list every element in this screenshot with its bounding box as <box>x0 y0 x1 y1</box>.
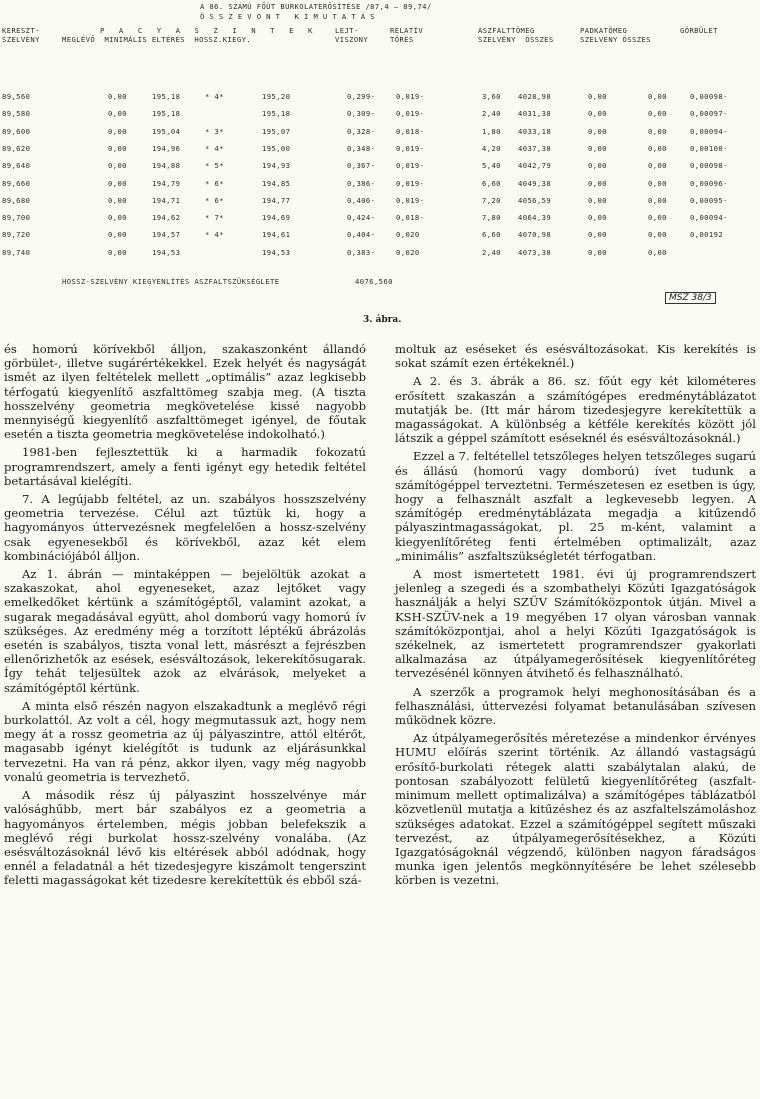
header-padkatomeg: PADKATÖMEG SZELVÉNY ÖSSZES <box>580 26 651 44</box>
table-cell: 0,00 <box>108 213 127 223</box>
table-cell: * 6* <box>205 195 224 205</box>
header-palyaszintek: P A C Y A S Z I N T E K <box>100 26 313 35</box>
table-cell: 0,00 <box>108 161 127 171</box>
table-cell: * 3* <box>205 126 224 136</box>
table-cell: 0,00 <box>588 195 607 205</box>
table-cell: 4028,98 <box>518 92 552 101</box>
table-cell: 89,620 <box>2 143 31 153</box>
table-cell: 3,60 <box>482 92 501 101</box>
table-cell: 0,00 <box>108 247 127 257</box>
paragraph: 1981-ben fejlesztettük ki a harmadik fokozatú programrendszert, amely a fenti igényt egy hetedik feltétel betartásával kielégíti. <box>4 445 366 488</box>
table-cell: 89,740 <box>2 247 31 257</box>
table-cell: 0,00 <box>648 178 667 188</box>
table-cell: 0,019- <box>396 161 425 171</box>
table-cell: 4070,98 <box>518 230 552 240</box>
table-cell: 194,53 <box>152 247 181 257</box>
table-cell: 6,60 <box>482 178 501 188</box>
table-cell: 4,20 <box>482 143 501 153</box>
table-title: A 86. SZÁMÚ FŐÚT BURKOLATERŐSÍTÉSE /87,4 – 89,74/ <box>200 2 432 11</box>
table-cell: 0,00192 <box>690 230 724 240</box>
table-cell: 0,424- <box>347 213 376 223</box>
table-cell: 0,309- <box>347 109 376 119</box>
table-cell: 0,019- <box>396 109 425 119</box>
table-cell: 89,580 <box>2 109 31 119</box>
table-cell: 89,600 <box>2 126 31 136</box>
table-cell: 89,660 <box>2 178 31 188</box>
header-aszfalttomeg: ASZFALTTÖMEG SZELVÉNY ÖSSZES <box>478 26 554 44</box>
table-cell: 194,93 <box>262 161 291 171</box>
table-cell: 0,00 <box>108 230 127 240</box>
table-cell: 6,60 <box>482 230 501 240</box>
table-subtitle: Ö S S Z E V O N T K I M U T A T Á S <box>200 12 375 21</box>
table-cell: 194,77 <box>262 195 291 205</box>
table-cell: 0,404- <box>347 230 376 240</box>
table-cell: 4056,59 <box>518 195 552 205</box>
table-cell: * 7* <box>205 213 224 223</box>
table-cell: 195,18 <box>262 109 291 119</box>
paragraph: moltuk az eséseket és esésváltozásokat. Kis kerekítés is sokat számít ezen értékeknél.) <box>395 342 756 371</box>
table-cell: 2,40 <box>482 109 501 119</box>
table-cell: 4031,38 <box>518 109 552 119</box>
table-cell: * 5* <box>205 161 224 171</box>
table-cell: 0,00 <box>588 109 607 119</box>
table-cell: 89,700 <box>2 213 31 223</box>
table-cell: 194,53 <box>262 247 291 257</box>
table-cell: 194,79 <box>152 178 181 188</box>
table-cell: 0,00094- <box>690 213 728 223</box>
table-cell: 0,299- <box>347 92 376 101</box>
header-keresztszelveny: KERESZT- SZELVÉNY <box>2 26 40 44</box>
table-cell: 0,00 <box>588 143 607 153</box>
table-cell: 194,57 <box>152 230 181 240</box>
table-cell: 0,367- <box>347 161 376 171</box>
table-cell: 0,00 <box>588 178 607 188</box>
table-cell: 0,00 <box>588 230 607 240</box>
stamp-code: MSZ 38/3 <box>665 292 716 304</box>
table-cell: 195,20 <box>262 92 291 101</box>
paragraph: Az útpályamegerősítés méretezése a mindenkor érvényes HUMU előírás szerint történik. Az állandó vastagságú erősítő-burkolati rétegek alatti szabálytalan alakú, de pontosan szabályozott felületű kiegyenlítőréteg (aszfalt-minimum mellett optimalizálva) a számítógépes táblázatból közvetlenül mutatja a kitűzéshez és az aszfaltelszámoláshoz szükséges adatokat. Ezzel a számítógéppel segített műszaki tervezést, az útpályamegerősítésekhez, a Közúti Igazgatóságoknál végzendő, különben nagyon fáradságos munka igen jelentős megkönnyítésére be lehet szélesebb körben is vezetni. <box>395 731 756 888</box>
table-cell: 194,88 <box>152 161 181 171</box>
table-cell: 195,00 <box>262 143 291 153</box>
table-cell: 0,00 <box>108 109 127 119</box>
table-cell: 194,62 <box>152 213 181 223</box>
table-cell: 0,00 <box>648 247 667 257</box>
header-palyaszint-cols: MEGLÉVŐ MINIMÁLIS ELTÉRÉS HOSSZ.KIEGY. <box>62 35 252 44</box>
table-cell: 0,00 <box>588 213 607 223</box>
table-cell: 0,00 <box>588 92 607 101</box>
table-cell: 0,383- <box>347 247 376 257</box>
table-cell: 194,71 <box>152 195 181 205</box>
table-cell: 0,00 <box>648 230 667 240</box>
table-footer-label: HOSSZ-SZELVÉNY KIEGYENLÍTÉS ASZFALTSZÜKSÉGLETE <box>62 277 280 286</box>
table-cell: * 6* <box>205 178 224 188</box>
paragraph: Ezzel a 7. feltétellel tetszőleges helyen tetszőleges sugarú és állású (homorú vagy domború) ívet tudunk a számítógéppel terveztetni. Természetesen ez esetben is úgy, hogy a felhasznált aszfalt a legkevesebb legyen. A számítógép eredménytáblázata megadja a kitűzendő pályaszintmagasságokat, pl. 25 m-ként, valamint a kiegyenlítőréteg fenti értelmében optimalizált, azaz „minimális” aszfaltszükségletét térfogatban. <box>395 449 756 563</box>
table-cell: 0,00 <box>108 92 127 101</box>
table-cell: 4064,39 <box>518 213 552 223</box>
table-cell: 0,00096- <box>690 178 728 188</box>
table-cell: 0,00 <box>648 92 667 101</box>
table-cell: 0,00095- <box>690 195 728 205</box>
table-cell: 0,019- <box>396 143 425 153</box>
paragraph: A minta első részén nagyon elszakadtunk a meglévő régi burkolattól. Az volt a cél, hogy megmutassuk azt, hogy nem megy át a rossz geometria az új pályaszintre, attól eltérőt, magasabb igényt kielégítőt is tudunk az eljárásunkkal tervezetni. Ha van rá pénz, akkor ilyen, vagy még nagyobb vonalú geometria is tervezhető. <box>4 698 366 784</box>
right-text-column <box>395 342 756 892</box>
paragraph: A második rész új pályaszint hosszelvénye már valósághűbb, mert bár szabályos ez a geometria a hagyományos értelemben, mégis jobban belefekszik a meglévő régi burkolat hossz-szelvény vonalába. (Az esésváltozásoknál lévő kis eltérések abból adódnak, hogy ennél a feladatnál a hét tizedesjegyre kiszámolt tengerszint feletti magasságokat két tizedesre kerekítettük és ebből szá- <box>4 788 366 888</box>
table-cell: 0,00 <box>648 126 667 136</box>
table-cell: 194,69 <box>262 213 291 223</box>
table-cell: 0,018- <box>396 126 425 136</box>
table-cell: 194,61 <box>262 230 291 240</box>
table-cell: 0,00 <box>648 161 667 171</box>
header-lejtviszony: LEJT- VISZONY <box>335 26 369 44</box>
table-cell: 0,020 <box>396 247 420 257</box>
table-cell: 0,019- <box>396 178 425 188</box>
table-cell: 4033,18 <box>518 126 552 136</box>
table-cell: 4037,38 <box>518 143 552 153</box>
table-cell: 7,20 <box>482 195 501 205</box>
table-cell: 0,386- <box>347 178 376 188</box>
table-cell: 0,00 <box>588 247 607 257</box>
table-cell: 194,85 <box>262 178 291 188</box>
table-cell: 0,00 <box>108 143 127 153</box>
table-cell: 1,80 <box>482 126 501 136</box>
table-cell: 0,00098- <box>690 161 728 171</box>
table-cell: 0,020 <box>396 230 420 240</box>
table-cell: 89,640 <box>2 161 31 171</box>
table-cell: 4073,38 <box>518 247 552 257</box>
table-cell: 0,00 <box>588 161 607 171</box>
table-cell: 5,40 <box>482 161 501 171</box>
left-text-column <box>4 342 366 892</box>
table-cell: 4049,38 <box>518 178 552 188</box>
table-cell: 195,04 <box>152 126 181 136</box>
table-cell: 195,18 <box>152 109 181 119</box>
paragraph: A 2. és 3. ábrák a 86. sz. főút egy két kilométeres erősített szakaszán a számítógépes eredménytáblázatot mutatják be. (Itt már három tizedesjegyre kerekítettük a magasságokat. A különbség a kétféle kerekítés között jól látszik a géppel számított eséseknél és esésváltozásoknál.) <box>395 374 756 446</box>
table-cell: 2,40 <box>482 247 501 257</box>
header-gorbulet: GÖRBÜLET <box>680 26 718 35</box>
table-cell: 0,019- <box>396 195 425 205</box>
table-cell: 0,018- <box>396 213 425 223</box>
paragraph: A most ismertetett 1981. évi új programrendszert jelenleg a szegedi és a szombathelyi Közúti Igazgatóságok használják a helyi SZÜV Számítóközpontok útján. Mivel a KSH-SZÜV-nek a 19 megyében 17 olyan városban vannak számítóközpontjai, ahol a helyi Közúti Igazgatóságok is székelnek, az ismertetett programrendszer gyakorlati alkalmazása az útpályamegerősítések kiegyenlítőréteg tervezésénél könnyen átvihető és felhasználható. <box>395 567 756 681</box>
table-cell: 0,00 <box>648 213 667 223</box>
paragraph: Az 1. ábrán — mintaképpen — bejelöltük azokat a szakaszokat, ahol egyeneseket, azaz lejtőket vagy emelkedőket kértünk a számítógéptől, valamint azokat, a sugarak megadásával együtt, ahol domború vagy homorú ív szükséges. Az eredmény még a torzított léptékű ábrázolás esetén is szabályos, tiszta vonal lett, másrészt a fejrészben ellenőrizhetők az esések, esésváltozások, lekerekítősugarak. Így tehát teljesültek azok az elvárások, melyeket a számítógéptől kértünk. <box>4 567 366 695</box>
table-cell: 195,07 <box>262 126 291 136</box>
figure-caption: 3. ábra. <box>363 315 402 325</box>
table-cell: 89,720 <box>2 230 31 240</box>
table-cell: 89,680 <box>2 195 31 205</box>
table-cell: 195,18 <box>152 92 181 101</box>
table-cell: 0,00 <box>588 126 607 136</box>
table-cell: 0,406- <box>347 195 376 205</box>
table-cell: 194,96 <box>152 143 181 153</box>
table-cell: 0,00 <box>648 143 667 153</box>
table-cell: 0,00 <box>108 195 127 205</box>
table-cell: 7,80 <box>482 213 501 223</box>
table-cell: * 4* <box>205 230 224 240</box>
table-cell: 89,560 <box>2 92 31 101</box>
header-relativ-tores: RELATÍV TÖRÉS <box>390 26 424 44</box>
table-cell: 4042,79 <box>518 161 552 171</box>
table-cell: 0,00097- <box>690 109 728 119</box>
table-cell: 0,00100- <box>690 143 728 153</box>
table-cell: 0,00 <box>108 178 127 188</box>
table-cell: 0,00 <box>648 195 667 205</box>
table-footer-value: 4076,560 <box>355 277 393 286</box>
paragraph: 7. A legújabb feltétel, az un. szabályos hosszszelvény geometria tervezése. Célul azt tűztük ki, hogy a hagyományos úttervezésnek megfelelően a hossz-szelvény csak egyenesekből és körívekből, azaz két elem kombinációjából álljon. <box>4 492 366 563</box>
table-cell: 0,348- <box>347 143 376 153</box>
table-cell: * 4* <box>205 92 224 101</box>
paragraph: és homorú körívekből álljon, szakaszonként állandó görbület-, illetve sugárértékekkel. Ezek helyét és nagyságát ismét az ilyen feltételek mellett „optimális” azaz legkisebb térfogatú kiegyenlítő aszfalttömeg szabja meg. (A tiszta hosszelvény geometria megkövetelése kissé nagyobb mennyiségű kiegyenlítő aszfalttömeget igényel, de főutak esetén a tiszta geometria megkövetelése indokolható.) <box>4 342 366 442</box>
table-cell: 0,00098- <box>690 92 728 101</box>
table-cell: 0,019- <box>396 92 425 101</box>
table-cell: 0,00 <box>648 109 667 119</box>
table-cell: 0,00 <box>108 126 127 136</box>
table-cell: 0,328- <box>347 126 376 136</box>
table-cell: * 4* <box>205 143 224 153</box>
paragraph: A szerzők a programok helyi meghonosításában és a felhasználási, úttervezési folyamat betanulásában szívesen működnek közre. <box>395 684 756 728</box>
table-cell: 0,00094- <box>690 126 728 136</box>
